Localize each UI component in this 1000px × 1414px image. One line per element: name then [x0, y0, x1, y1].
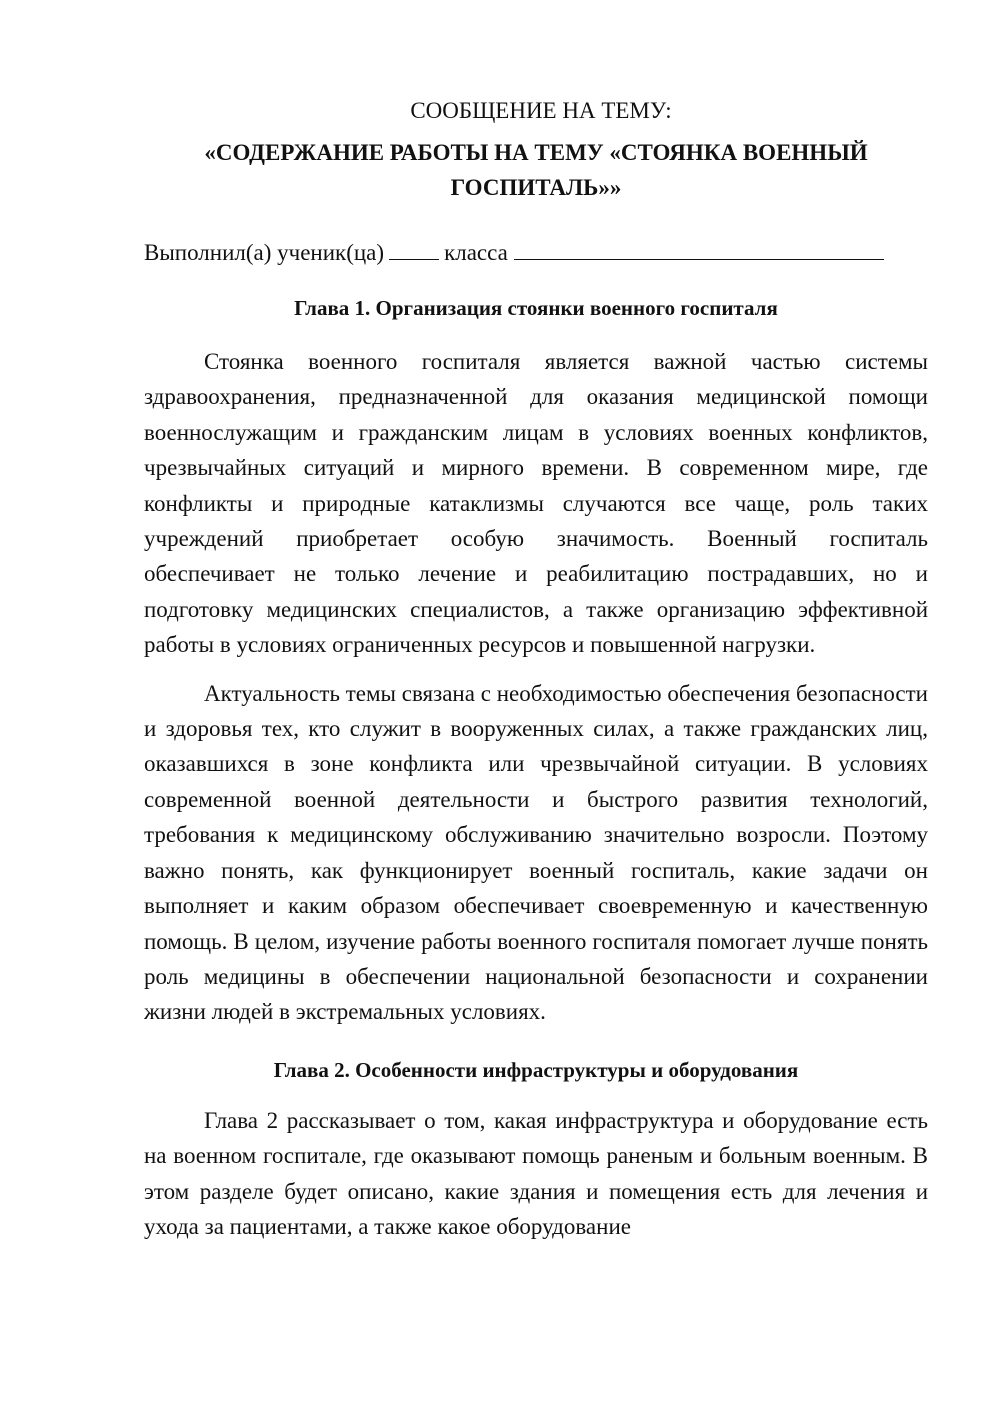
chapter-1-paragraph: Стоянка военного госпиталя является важной частью системы здравоохранения, предназначенной для оказания медицинской помощи военнослужащим и гражданским лицам в условиях военных конфликтов, чрезвычайных ситуаций и мирного времени. В современном мире, где конфликты и природные катаклизмы случаются все чаще, роль таких учреждений приобретает особую значимость. Военный госпиталь обеспечивает не только лечение и реабилитацию пострадавших, но и подготовку медицинских специалистов, а также организацию эффективной работы в условиях ограниченных ресурсов и повышенной нагрузки.: [144, 349, 928, 658]
document-header: СООБЩЕНИЕ НА ТЕМУ:: [410, 98, 672, 123]
chapter-1-paragraph: Актуальность темы связана с необходимостью обеспечения безопасности и здоровья тех, кто служит в вооруженных силах, а также гражданских лиц, оказавшихся в зоне конфликта или чрезвычайной ситуации. В условиях современной военной деятельности и быстрого развития технологий, требования к медицинскому обслуживанию значительно возросли. Поэтому важно понять, как функционирует военный госпиталь, какие задачи он выполняет и каким образом обеспечивает своевременную и качественную помощь. В целом, изучение работы военного госпиталя помогает лучше понять роль медицины в обеспечении национальной безопасности и сохранении жизни людей в экстремальных условиях.: [144, 680, 928, 1025]
document-title-line-2: ГОСПИТАЛЬ»»: [450, 175, 622, 200]
chapter-1-heading: Глава 1. Организация стоянки военного госпиталя: [294, 296, 778, 320]
grade-blank: [389, 237, 439, 260]
document-title: [144, 135, 928, 205]
author-prefix: Выполнил(а) ученик(ца): [144, 240, 385, 265]
chapter-2-paragraph: Глава 2 рассказывает о том, какая инфраструктура и оборудование есть на военном госпитале, где оказывают помощь раненым и больным военным. В этом разделе будет описано, какие здания и помещения есть для лечения и ухода за пациентами, а также какое оборудование: [144, 1107, 928, 1239]
document-title-line-1: «СОДЕРЖАНИЕ РАБОТЫ НА ТЕМУ «СТОЯНКА ВОЕННЫЙ: [204, 140, 868, 165]
chapter-2-heading: Глава 2. Особенности инфраструктуры и оборудования: [273, 1057, 799, 1082]
chapter-1: [144, 292, 928, 1030]
author-line: [144, 236, 928, 270]
author-class-label: класса: [444, 240, 508, 265]
chapter-2: [144, 1054, 928, 1245]
name-blank: [514, 237, 884, 260]
